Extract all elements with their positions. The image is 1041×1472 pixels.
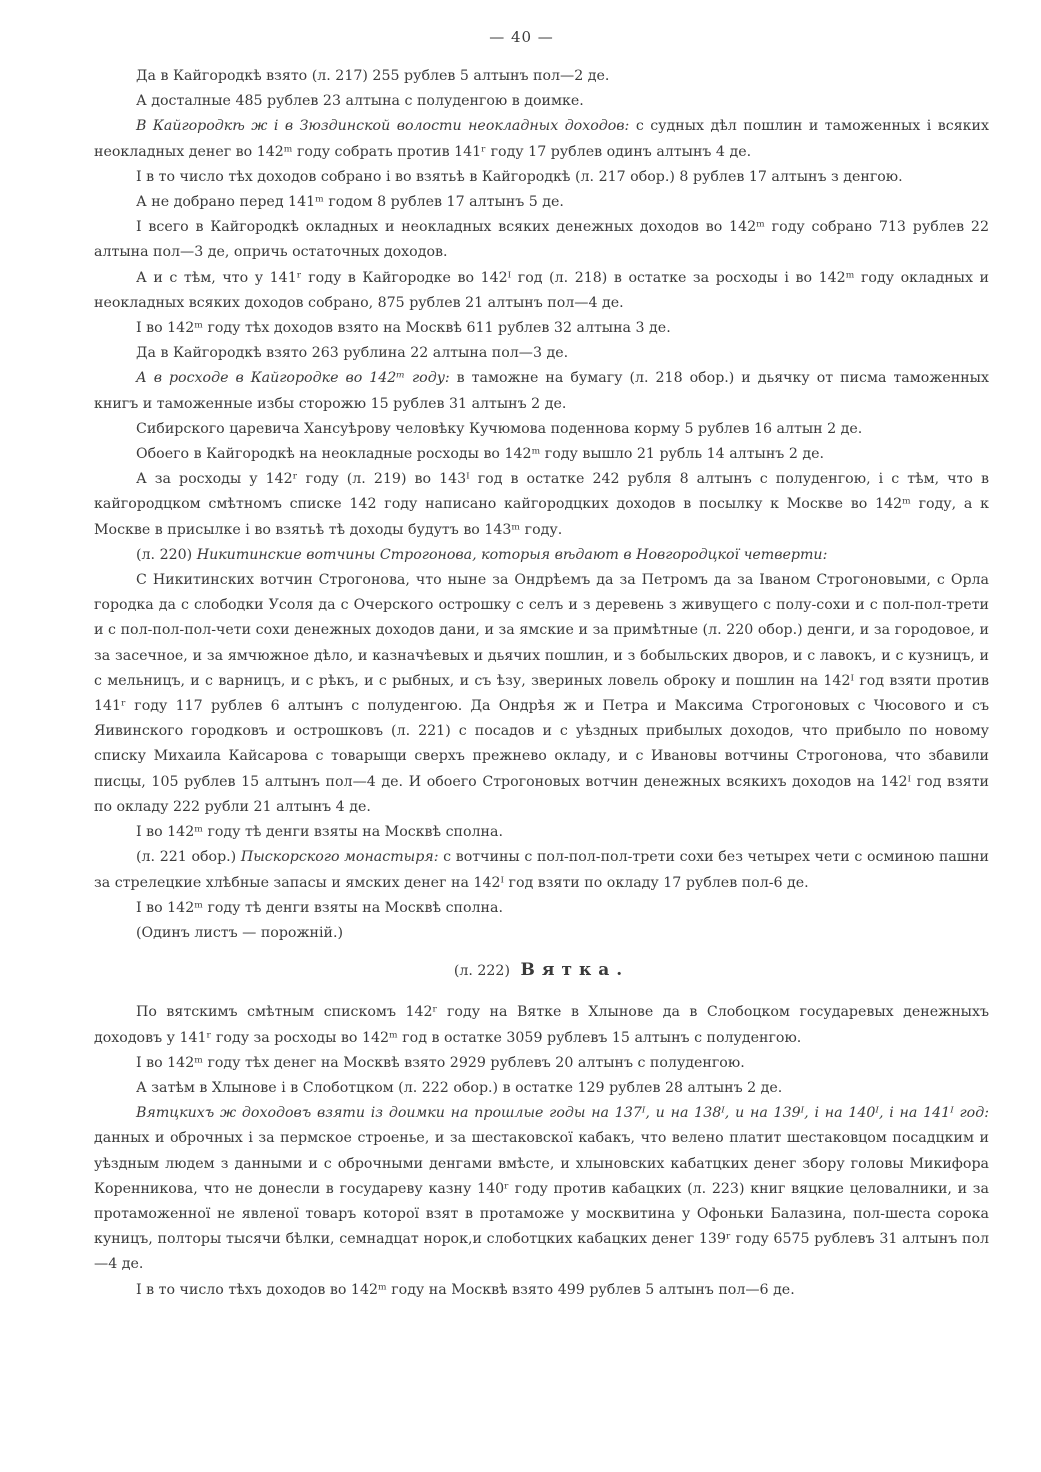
paragraph-text: І во 142ᵐ году тѣ денги взяты на Москвѣ сполна. <box>136 824 503 841</box>
paragraph-block-1 <box>94 64 989 946</box>
paragraph <box>94 467 989 543</box>
paragraph <box>94 316 989 341</box>
paragraph-text: (Одинъ листъ — порожній.) <box>136 924 344 941</box>
paragraph <box>94 1076 989 1101</box>
paragraph <box>94 845 989 895</box>
paragraph-text: данных и оброчных і за пермское строенье, и за шестаковскої кабакъ, что велено платит шестаковцом посадцким и уѣздным людем з данными и с оброчными денгами вмѣсте, и хлыновских кабатцких денег збору головы Микифора Коренникова, что не донесли в государеву казну 140ʳ году против кабацких (л. 223) книг вяцкие целовалники, и за протаможенної не явленої товаръ которої взят в протаможе у москвитина у Офоньки Балазина, пол-шеста сорока куницъ, полторы тысячи бѣлки, семнадцат норок,и слоботцких кабацких денег 139ʳ году 6575 рублевъ 31 алтынъ пол—4 де. <box>94 1130 989 1273</box>
paragraph <box>94 190 989 215</box>
paragraph <box>94 64 989 89</box>
body-text <box>94 64 989 1303</box>
folio-reference: (л. 220) <box>136 546 197 563</box>
paragraph <box>94 165 989 190</box>
paragraph-text: І в то число тѣх доходов собрано і во взятьѣ в Кайгородкѣ (л. 217 обор.) 8 рублев 17 алтынъ з денгою. <box>136 168 903 185</box>
paragraph-text: с судных дѣл пошлин и таможенных і всяких неокладных денег во 142ᵐ году собрать против 141ʳ году 17 рублев одинъ алтынъ 4 де. <box>94 118 989 160</box>
paragraph-text: с вотчины с пол-пол-пол-трети сохи без четырех чети с осминою пашни за стрелецкие хлѣбные запасы и ямских денег на 142ᴵ год взяти по окладу 17 рублев пол-6 де. <box>94 849 989 891</box>
paragraph-text: А за росходы у 142ʳ году (л. 219) во 143ᴵ год в остатке 242 рубля 8 алтынъ с полуденгою, і с тѣм, что в кайгородцком смѣтномъ списке 142 году написано кайгородцких доходов в посылку к Москве во 142ᵐ году, а к Москве в присылке і во взятьѣ тѣ доходы будутъ во 143ᵐ году. <box>94 471 989 538</box>
paragraph <box>94 341 989 366</box>
paragraph <box>94 417 989 442</box>
italic-lead: Пыскорского монастыря: <box>240 849 439 866</box>
paragraph <box>94 921 989 946</box>
folio-reference: (л. 221 обор.) <box>136 849 241 866</box>
paragraph-text: А затѣм в Хлынове і в Слоботцком (л. 222 обор.) в остатке 129 рублев 28 алтынъ 2 де. <box>136 1079 783 1096</box>
paragraph <box>94 543 989 568</box>
paragraph <box>94 266 989 316</box>
paragraph-text: І во 142ᵐ году тѣ денги взяты на Москвѣ сполна. <box>136 899 503 916</box>
paragraph <box>94 215 989 265</box>
paragraph-block-2 <box>94 1000 989 1302</box>
section-heading-ref: (л. 222) <box>453 963 510 980</box>
paragraph-text: Обоего в Кайгородкѣ на неокладные росходы во 142ᵐ году вышло 21 рубль 14 алтынъ 2 де. <box>136 446 825 463</box>
italic-lead: А в росходе в Кайгородке во 142ᵐ году: <box>136 370 450 387</box>
page-number: — 40 — <box>489 28 554 46</box>
paragraph-text: Да в Кайгородкѣ взято 263 рублина 22 алтына пол—3 де. <box>136 345 569 362</box>
paragraph-text: в таможне на бумагу (л. 218 обор.) и дьячку от писма таможенных книгъ и таможенные избы сторожю 15 рублев 31 алтынъ 2 де. <box>94 370 989 412</box>
section-heading-title: Вятка. <box>520 960 630 981</box>
paragraph-text: По вятскимъ смѣтным спискомъ 142ʳ году на Вятке в Хлынове да в Слобоцком государевых денежныхъ доходовъ у 141ʳ году за росходы во 142ᵐ год в остатке 3059 рублевъ 15 алтынъ с полуденгою. <box>94 1004 989 1046</box>
paragraph <box>94 896 989 921</box>
italic-lead: В Кайгородкѣ ж і в Зюздинской волости неокладных доходов: <box>136 118 630 135</box>
paragraph <box>94 1000 989 1050</box>
paragraph <box>94 1101 989 1277</box>
paragraph-text: І во 142ᵐ году тѣх денег на Москвѣ взято 2929 рублевъ 20 алтынъ с полуденгою. <box>136 1054 745 1071</box>
paragraph-text: І всего в Кайгородкѣ окладных и неокладных всяких денежных доходов во 142ᵐ году собрано 713 рублев 22 алтына пол—3 де, опричь остаточных доходов. <box>94 219 989 261</box>
paragraph-text: А не добрано перед 141ᵐ годом 8 рублев 17 алтынъ 5 де. <box>136 194 564 211</box>
italic-lead: Никитинские вотчины Строгонова, которыя вѣдают в Новгородцкої четверти: <box>196 546 828 563</box>
paragraph-text: І в то число тѣхъ доходов во 142ᵐ году на Москвѣ взято 499 рублев 5 алтынъ пол—6 де. <box>136 1281 795 1298</box>
paragraph <box>94 1278 989 1303</box>
paragraph <box>94 442 989 467</box>
italic-lead: Вятцкихъ ж доходовъ взяти із доимки на прошлые годы на 137ᴵ, и на 138ᴵ, и на 139ᴵ, і на 140ᴵ, і на 141ᴵ год: <box>136 1105 989 1122</box>
paragraph <box>94 366 989 416</box>
paragraph-text: Да в Кайгородкѣ взято (л. 217) 255 рублев 5 алтынъ пол—2 де. <box>136 68 610 84</box>
paragraph <box>94 820 989 845</box>
paragraph-text: А досталные 485 рублев 23 алтына с полуденгою в доимке. <box>136 93 584 110</box>
paragraph-text: І во 142ᵐ году тѣх доходов взято на Москвѣ 611 рублев 32 алтына 3 де. <box>136 320 671 337</box>
paragraph <box>94 568 989 820</box>
paragraph <box>94 114 989 164</box>
paragraph-text: Сибирского царевича Хансуѣрову человѣку Кучюмова поденнова корму 5 рублев 16 алтын 2 де. <box>136 420 863 437</box>
paragraph-text: С Никитинских вотчин Строгонова, что ныне за Ондрѣемъ да за Петромъ да за Іваном Строгоновыми, с Орла городка да с слободки Усоля да с Очерского острошку с селъ и з деревень з живущего с полу-сохи и с пол-пол-трети и с пол-пол-пол-чети сохи денежных доходов дани, и за ямские и за примѣтные (л. 220 обор.) денги, и за городовое, и за засечное, и за ямчюжное дѣло, и казначѣевых и дьячих пошлин, и з бобыльских дворов, и с лавокъ, и с кузницъ, и с мельницъ, и с варницъ, и с рѣкъ, и с рыбных, и съ ѣзу, звериных ловель оброку и пошлин на 142ᴵ год взяти против 141ʳ году 117 рублев 6 алтынъ с полуденгою. Да Ондрѣя ж и Петра и Максима Строгоновых с Чюсового и съ Яивинского городковъ и острошковъ (л. 221) с посадов и с уѣздных прибылых доходов, что прибыло по новому списку Михаила Кайсарова с товарыщи сверхъ прежнево окладу, и с Ивановы вотчины Строгонова, что збавили писцы, 105 рублев 15 алтынъ пол—4 де. И обоего Строгоновых вотчин денежных всякихъ доходов на 142ᴵ год взяти по окладу 222 рубли 21 алтынъ 4 де. <box>94 572 989 815</box>
section-heading <box>94 958 989 984</box>
paragraph-text: А и с тѣм, что у 141ʳ году в Кайгородке во 142ᴵ год (л. 218) в остатке за росходы і во 142ᵐ году окладных и неокладных всяких доходов собрано, 875 рублев 21 алтынъ пол—4 де. <box>94 269 989 311</box>
paragraph <box>94 89 989 114</box>
paragraph <box>94 1051 989 1076</box>
